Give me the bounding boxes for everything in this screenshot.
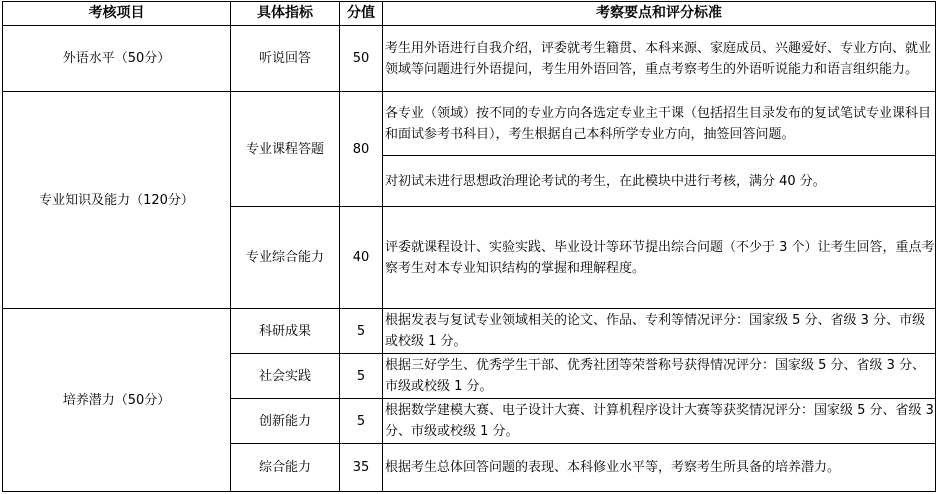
criteria-cell: 根据三好学生、优秀学生干部、优秀社团等荣誉称号获得情况评分：国家级 5 分、省级 3 分、市级或校级 1 分。 [383, 354, 936, 399]
header-row [3, 2, 936, 26]
indicator-cell: 综合能力 [231, 444, 340, 492]
score-cell: 50 [340, 26, 383, 92]
indicator-cell: 科研成果 [231, 309, 340, 354]
score-cell: 80 [340, 92, 383, 207]
criteria-cell: 根据考生总体回答问题的表现、本科修业水平等，考察考生所具备的培养潜力。 [383, 444, 936, 492]
table-row [3, 92, 936, 156]
category-cell: 培养潜力（50分） [3, 309, 231, 492]
score-cell: 40 [340, 207, 383, 309]
criteria-cell: 对初试未进行思想政治理论考试的考生，在此模块中进行考核，满分 40 分。 [383, 156, 936, 207]
table-row [3, 309, 936, 354]
category-cell: 专业知识及能力（120分） [3, 92, 231, 309]
header-criteria: 考察要点和评分标准 [383, 2, 936, 26]
header-indicator: 具体指标 [231, 2, 340, 26]
criteria-cell: 根据数学建模大赛、电子设计大赛、计算机程序设计大赛等获奖情况评分：国家级 5 分、省级 3 分、市级或校级 1 分。 [383, 399, 936, 444]
score-cell: 5 [340, 354, 383, 399]
score-cell: 35 [340, 444, 383, 492]
table-row [3, 26, 936, 92]
indicator-cell: 听说回答 [231, 26, 340, 92]
criteria-cell: 考生用外语进行自我介绍，评委就考生籍贯、本科来源、家庭成员、兴趣爱好、专业方向、就业领域等问题进行外语提问，考生用外语回答，重点考察考生的外语听说能力和语言组织能力。 [383, 26, 936, 92]
criteria-cell: 评委就课程设计、实验实践、毕业设计等环节提出综合问题（不少于 3 个）让考生回答，重点考察考生对本专业知识结构的掌握和理解程度。 [383, 207, 936, 309]
criteria-cell: 各专业（领域）按不同的专业方向各选定专业主干课（包括招生目录发布的复试笔试专业课科目和面试参考书科目），考生根据自己本科所学专业方向，抽签回答问题。 [383, 92, 936, 156]
indicator-cell: 专业课程答题 [231, 92, 340, 207]
score-cell: 5 [340, 399, 383, 444]
category-cell: 外语水平（50分） [3, 26, 231, 92]
score-cell: 5 [340, 309, 383, 354]
indicator-cell: 专业综合能力 [231, 207, 340, 309]
criteria-cell: 根据发表与复试专业领域相关的论文、作品、专利等情况评分：国家级 5 分、省级 3 分、市级或校级 1 分。 [383, 309, 936, 354]
indicator-cell: 创新能力 [231, 399, 340, 444]
scoring-table [2, 1, 936, 492]
header-category: 考核项目 [3, 2, 231, 26]
indicator-cell: 社会实践 [231, 354, 340, 399]
header-score: 分值 [340, 2, 383, 26]
